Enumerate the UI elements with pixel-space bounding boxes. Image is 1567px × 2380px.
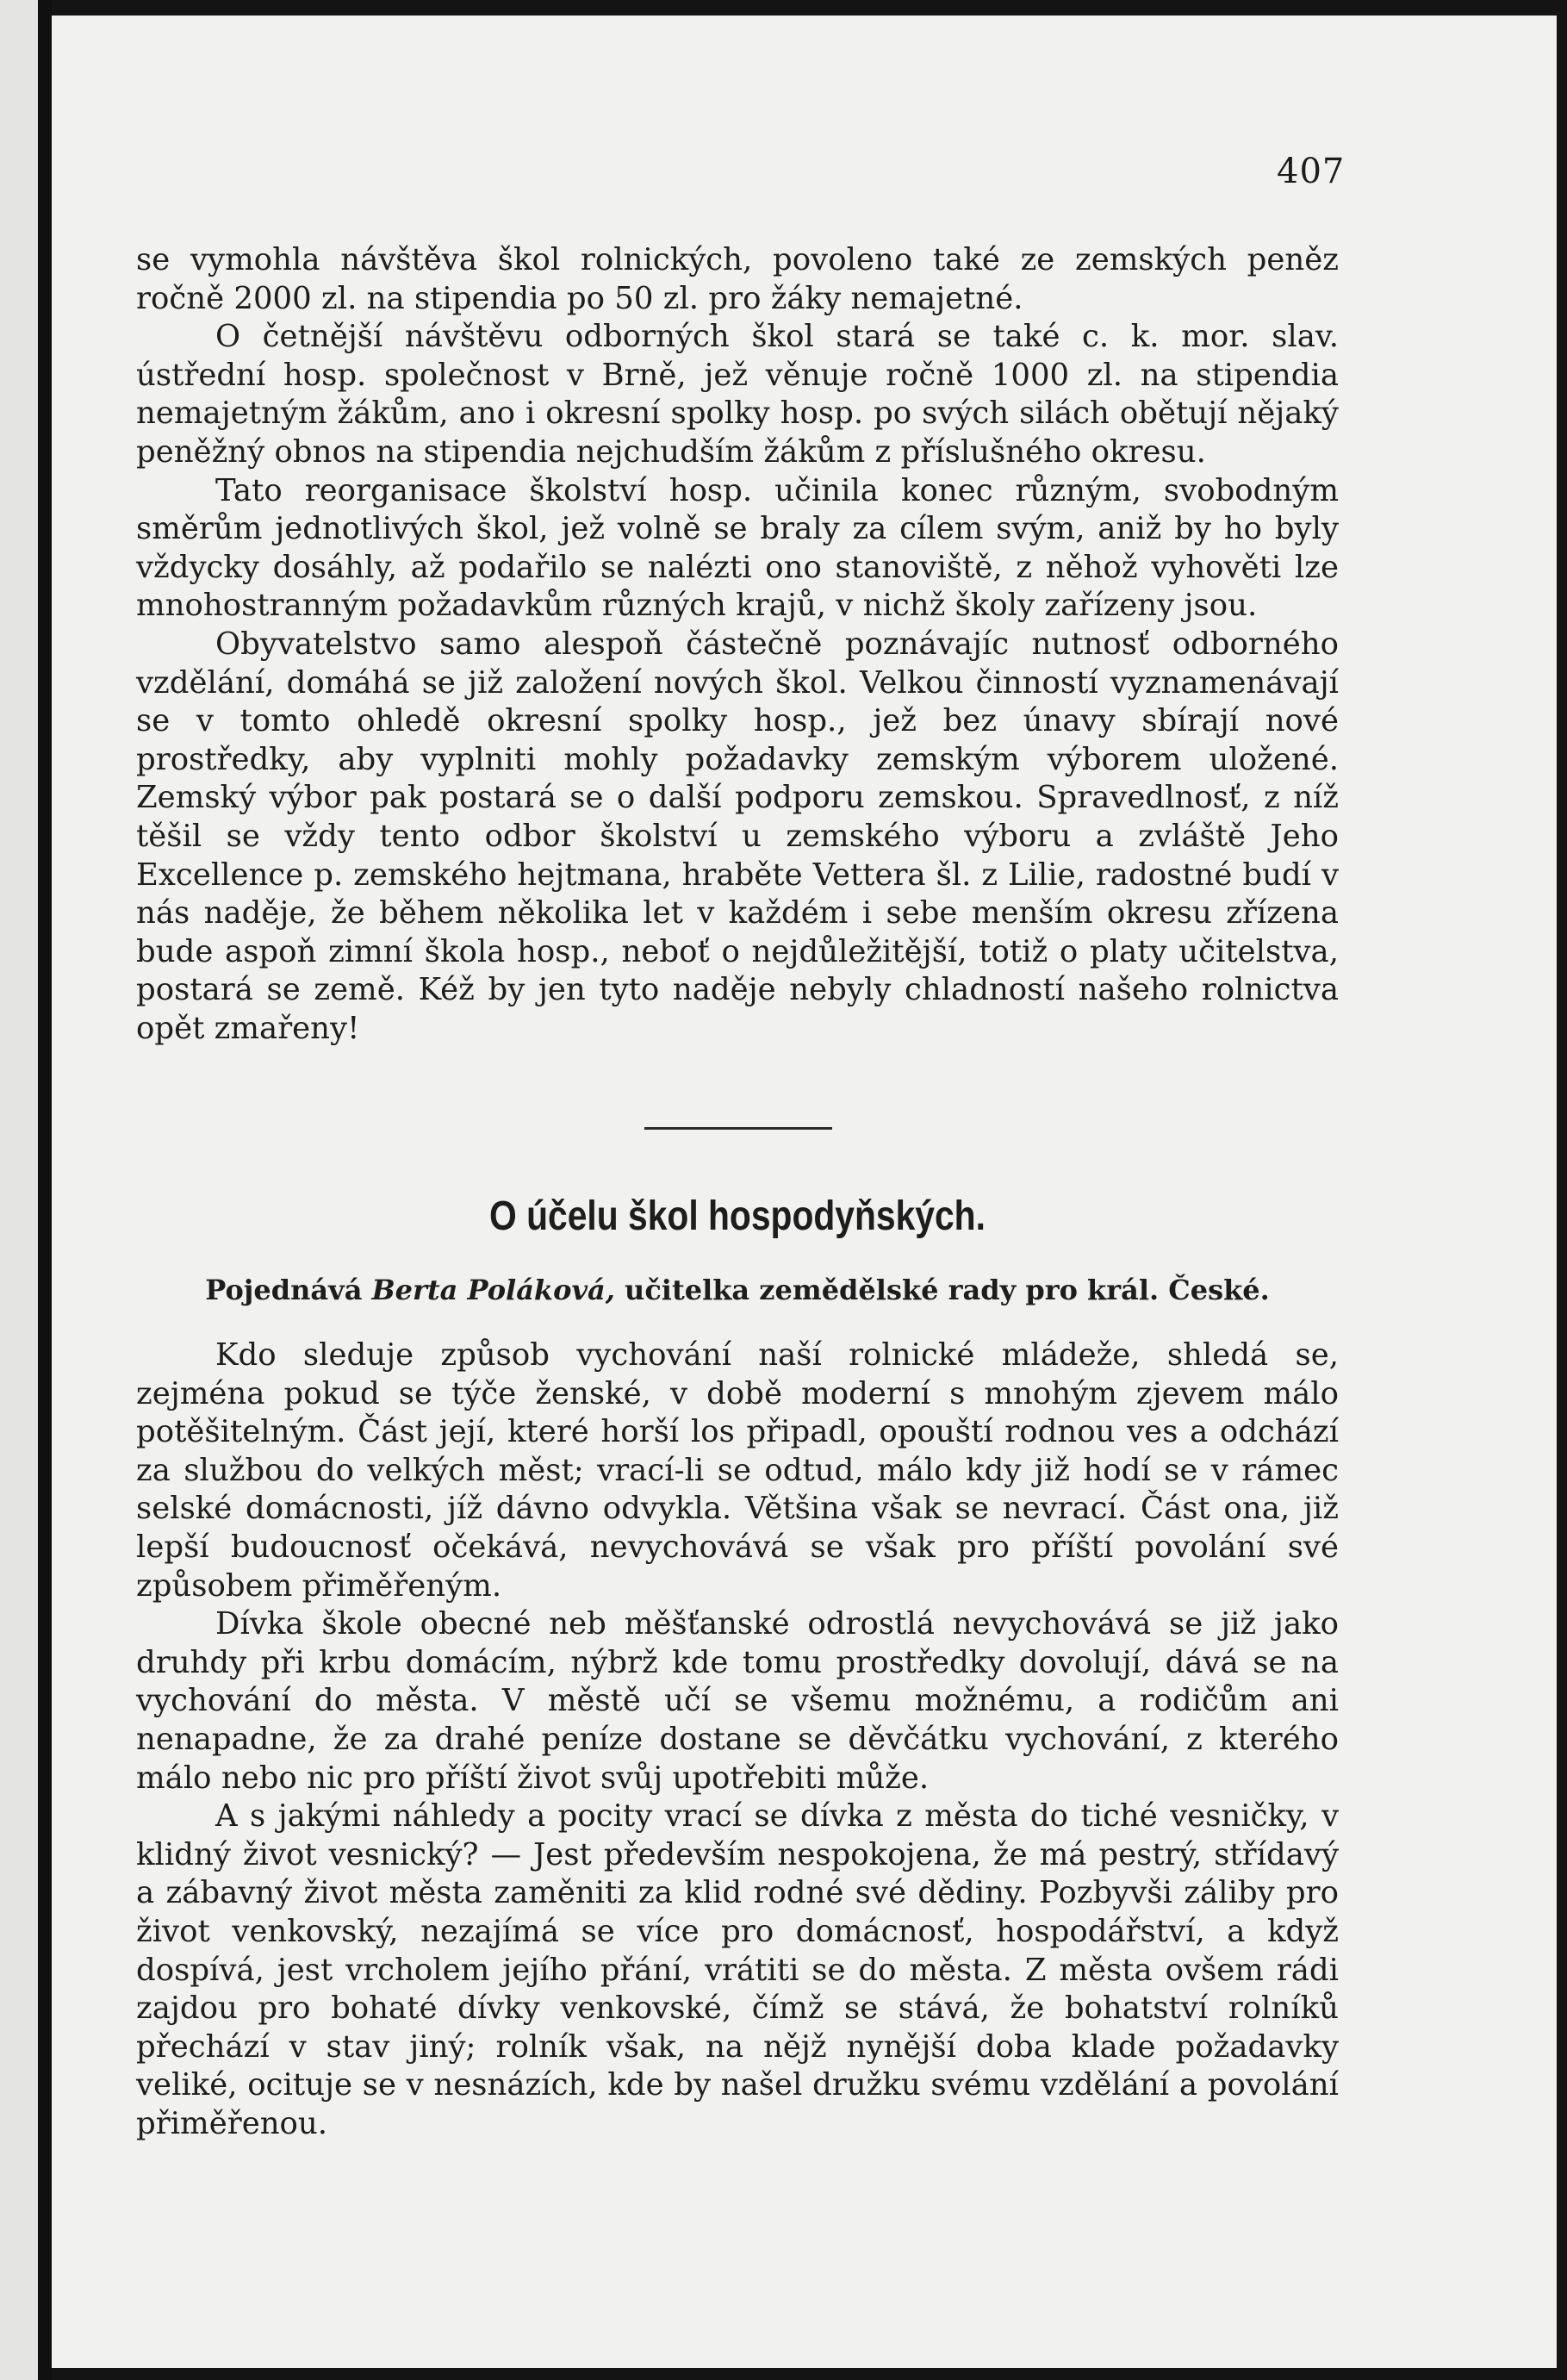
paragraph: Obyvatelstvo samo alespoň částečně poznávajíc nutnosť odborného vzdělání, domáhá se již založení nových škol. Velkou činností vyznamenávají se v tomto ohledě okresní spolky hosp., jež bez únavy sbírají nové prostředky, aby vyplniti mohly požadavky zemským výborem uložené. Zemský výbor pak postará se o další podporu zemskou. Spravedlnosť, z níž těšil se vždy tento odbor školství u zemského výboru a zvláště Jeho Excellence p. zemského hejtmana, hraběte Vettera šl. z Lilie, radostné budí v nás naděje, že během několika let v každém i sebe menším okresu zřízena bude aspoň zimní škola hosp., neboť o nejdůležitější, totiž o platy učitelstva, postará se země. Kéž by jen tyto naděje nebyly chladností našeho rolnictva opět zmařeny!	[136, 626, 1339, 1046]
byline-prefix: Pojednává	[205, 1274, 363, 1306]
page-number: 407	[1277, 152, 1346, 191]
section-divider	[644, 1127, 832, 1130]
paragraph: A s jakými náhledy a pocity vrací se dívka z města do tiché vesničky, v klidný život vesnický? — Jest především nespokojena, že má pestrý, střídavý a zábavný život města zaměniti za klid rodné své dědiny. Pozbyvši záliby pro život venkovský, nezajímá se více pro domácnosť, hospodářství, a když dospívá, jest vrcholem jejího přání, vrátiti se do města. Z města ovšem rádi zajdou pro bohaté dívky venkovské, čímž se stává, že bohatství rolníků přechází v stav jiný; rolník však, na nějž nynější doba klade požadavky veliké, ocituje se v nesnázích, kde by našel družku svému vzdělání a povolání přiměřenou.	[136, 1798, 1339, 2141]
author-name: Berta Poláková,	[371, 1274, 615, 1306]
paragraph: Tato reorganisace školství hosp. učinila konec různým, svobodným směrům jednotlivých škol, jež volně se braly za cílem svým, aniž by ho byly vždycky dosáhly, až podařilo se nalézti ono stanoviště, z něhož vyhověti lze mnohostranným požadavkům různých krajů, v nichž školy zařízeny jsou.	[136, 472, 1339, 624]
paragraph: Dívka škole obecné neb měšťanské odrostlá nevychovává se již jako druhdy při krbu domácím, nýbrž kde tomu prostředky dovolují, dává se na vychování do města. V městě učí se všemu možnému, a rodičům ani nenapadne, že za drahé peníze dostane se děvčátku vychování, z kterého málo nebo nic pro příští život svůj upotřebiti může.	[136, 1606, 1339, 1796]
paragraph: se vymohla návštěva škol rolnických, povoleno také ze zemských peněz ročně 2000 zl. na stipendia po 50 zl. pro žáky nemajetné.	[136, 242, 1339, 316]
book-page	[52, 16, 1557, 2368]
byline-suffix: učitelka zemědělské rady pro král. České.	[625, 1274, 1270, 1306]
binding-shadow	[38, 0, 52, 2380]
article-text	[136, 1336, 1339, 2143]
article-byline	[136, 1274, 1339, 1306]
paragraph: O četnější návštěvu odborných škol stará se také c. k. mor. slav. ústřední hosp. společnost v Brně, jež věnuje ročně 1000 zl. na stipendia nemajetným žákům, ano i okresní spolky hosp. po svých silách obětují nějaký peněžný obnos na stipendia nejchudším žákům z příslušného okresu.	[136, 319, 1339, 470]
article-title: O účelu škol hospodyňských.	[489, 1193, 986, 1239]
adjacent-page-edge	[0, 0, 38, 2380]
section-text	[136, 241, 1339, 1048]
paragraph: Kdo sleduje způsob vychování naší rolnické mládeže, shledá se, zejména pokud se týče ženské, v době moderní s mnohým zjevem málo potěšitelným. Část její, které horší los připadl, opouští rodnou ves a odchází za službou do velkých měst; vrací-li se odtud, málo kdy již hodí se v rámec selské domácnosti, jíž dávno odvykla. Většina však se nevrací. Část ona, již lepší budoucnosť očekává, nevychovává se však pro příští povolání své způsobem přiměřeným.	[136, 1337, 1339, 1604]
